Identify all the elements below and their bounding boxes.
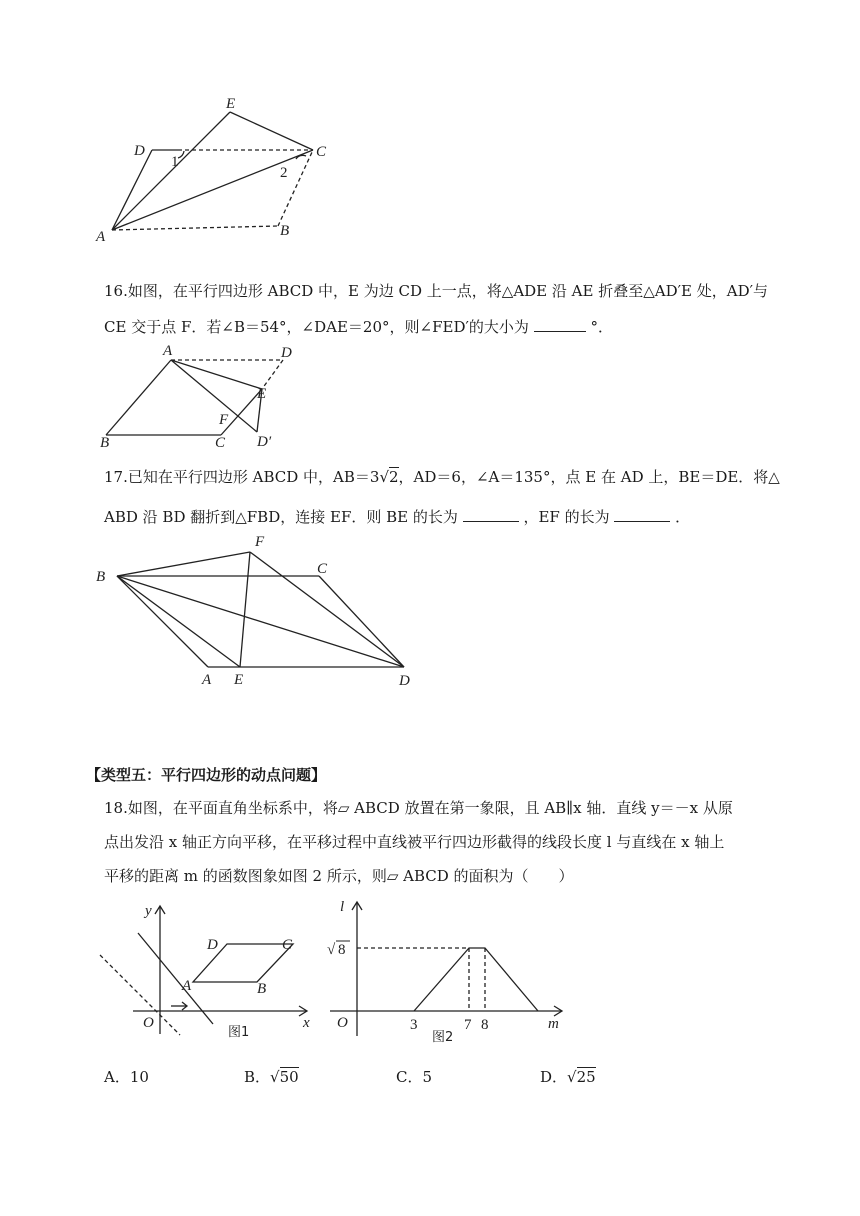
- section-title: 【类型五：平行四边形的动点问题】: [86, 766, 327, 784]
- option-letter: C．: [396, 1068, 423, 1086]
- label-c: C: [317, 561, 328, 577]
- label-f: F: [255, 534, 265, 550]
- figure-caption-1: 图1: [228, 1025, 250, 1040]
- option-sqrt-radicand: 50: [279, 1068, 299, 1086]
- option-letter: B．: [244, 1068, 271, 1086]
- q16-text-2-end: °．: [590, 318, 613, 336]
- label-o: O: [143, 1015, 154, 1031]
- sqrt-sign: √: [567, 1068, 577, 1086]
- label-d: D: [281, 345, 292, 361]
- q18-text-3: 平移的距离 m 的函数图象如图 2 所示，则▱ ABCD 的面积为（ ）: [104, 867, 574, 885]
- label-x: x: [303, 1015, 310, 1031]
- label-d: D: [134, 143, 145, 159]
- tick-8: 8: [481, 1017, 489, 1033]
- label-a: A: [202, 672, 212, 688]
- q17-answer-blank-2[interactable]: [614, 505, 670, 522]
- q16-text-1: 16.如图，在平行四边形 ABCD 中，E 为边 CD 上一点，将△ADE 沿 AE 折叠至△AD′E 处，AD′与: [104, 282, 769, 300]
- q18-text-2: 点出发沿 x 轴正方向平移，在平移过程中直线被平行四边形截得的线段长度 l 与直线在 x 轴上: [104, 833, 725, 851]
- option-value: 5: [422, 1068, 433, 1086]
- label-m: m: [548, 1016, 559, 1032]
- figure-q18-1: [95, 898, 325, 1048]
- tick-7: 7: [464, 1017, 472, 1033]
- q16-line-2: [104, 315, 613, 337]
- label-a: A: [182, 978, 192, 994]
- label-e: E: [257, 386, 267, 402]
- label-d: D: [207, 937, 218, 953]
- option-letter: D．: [540, 1068, 568, 1086]
- q17-text-2-pre: ABD 沿 BD 翻折到△FBD，连接 EF．则 BE 的长为: [104, 508, 458, 526]
- figure-q17: [90, 528, 420, 693]
- q16-answer-blank[interactable]: [534, 315, 586, 332]
- q17-line-2: [104, 505, 690, 527]
- figure-q15: [90, 95, 350, 245]
- sqrt-sign: √: [327, 942, 336, 958]
- label-y: y: [145, 903, 152, 919]
- label-a: A: [163, 343, 173, 359]
- q18-line-3: [104, 866, 574, 886]
- q16-line-1: [104, 281, 768, 301]
- sqrt-sign: √: [379, 468, 389, 486]
- q17-text-1-post: ，AD＝6，∠A＝135°，点 E 在 AD 上，BE＝DE．将△: [398, 468, 780, 486]
- label-a: A: [96, 229, 106, 245]
- option-letter: A．: [104, 1068, 130, 1086]
- angle-2-label: 2: [280, 165, 288, 181]
- option-sqrt-radicand: 25: [576, 1068, 596, 1086]
- label-b: B: [280, 223, 290, 239]
- q17-line-1: [104, 467, 780, 487]
- figure-q16: [95, 340, 305, 452]
- label-e: E: [234, 672, 244, 688]
- label-c: C: [215, 435, 226, 451]
- angle-1-label: 1: [171, 154, 179, 170]
- option-a[interactable]: [104, 1066, 149, 1087]
- q18-line-2: [104, 832, 724, 852]
- label-c: C: [282, 937, 293, 953]
- label-b: B: [100, 435, 110, 451]
- sqrt8-radicand: 8: [338, 942, 346, 958]
- q18-text-1: 18.如图，在平面直角坐标系中，将▱ ABCD 放置在第一象限，且 AB∥x 轴．直线 y＝－x 从原: [104, 799, 733, 817]
- label-f: F: [219, 412, 229, 428]
- label-d-prime: D′: [257, 434, 272, 450]
- label-d: D: [399, 673, 410, 689]
- label-e: E: [226, 96, 236, 112]
- figure-q18-2: [322, 896, 572, 1048]
- option-value: 10: [129, 1068, 149, 1086]
- label-b: B: [257, 981, 267, 997]
- tick-3: 3: [410, 1017, 418, 1033]
- option-b[interactable]: [244, 1066, 299, 1087]
- sqrt-sign: √: [270, 1068, 280, 1086]
- q17-sqrt-radicand: 2: [389, 468, 399, 486]
- option-c[interactable]: [396, 1066, 432, 1087]
- q16-text-2: CE 交于点 F．若∠B＝54°，∠DAE＝20°，则∠FED′的大小为: [104, 318, 529, 336]
- q17-text-2-mid: ，EF 的长为: [523, 508, 610, 526]
- q17-text-1-pre: 17.已知在平行四边形 ABCD 中，AB＝3: [104, 468, 380, 486]
- q18-line-1: [104, 798, 733, 818]
- option-d[interactable]: [540, 1066, 596, 1087]
- label-o: O: [337, 1015, 348, 1031]
- q17-answer-blank-1[interactable]: [463, 505, 519, 522]
- label-b: B: [96, 569, 106, 585]
- label-c: C: [316, 144, 327, 160]
- figure-caption-2: 图2: [432, 1030, 454, 1045]
- q17-text-2-end: ．: [675, 508, 691, 526]
- label-l: l: [340, 899, 345, 915]
